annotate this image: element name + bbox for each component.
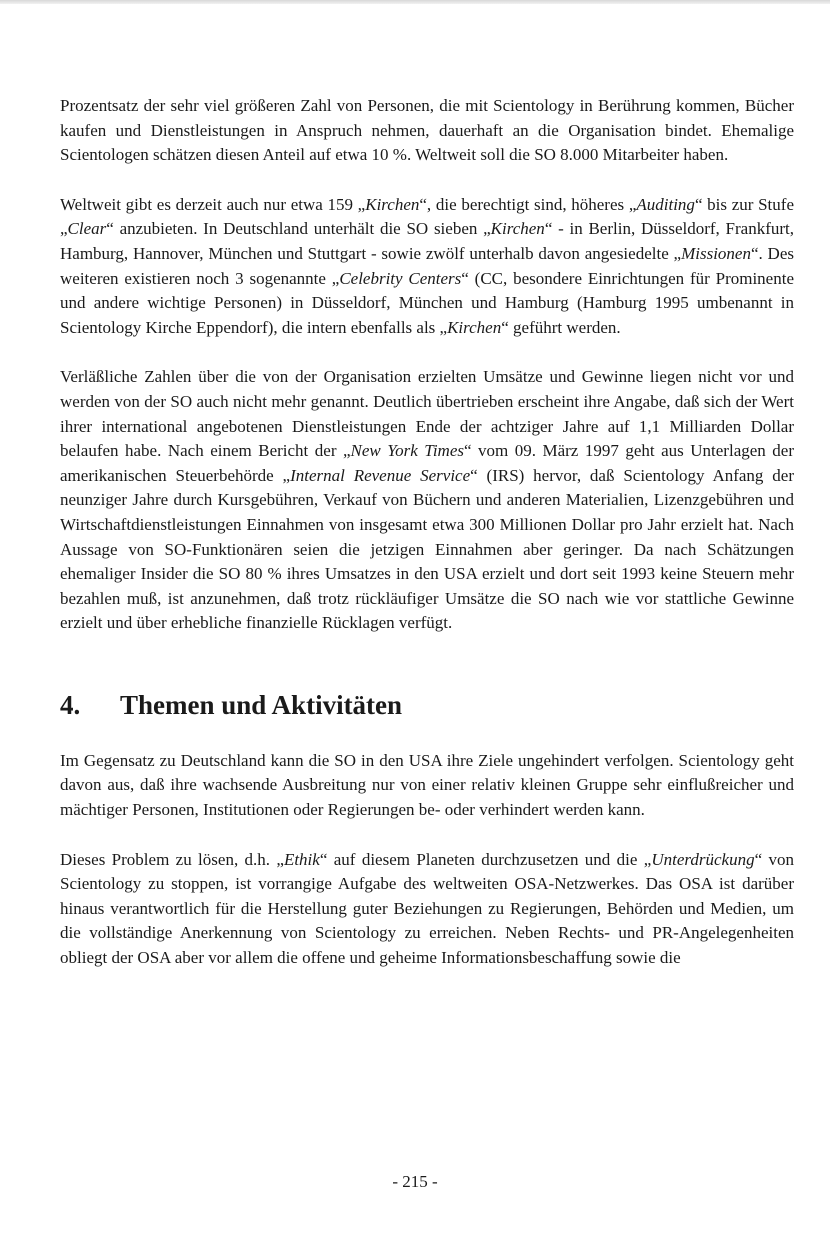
section-heading	[60, 689, 794, 721]
text-run: Im Gegensatz zu Deutschland kann die SO in den USA ihre Ziele ungehindert verfolgen. Scientology geht davon aus, daß ihre wachsende Ausbreitung nur von einer relativ kleinen Gruppe sehr einflußreicher und mächtiger Personen, Institutionen oder Regierungen be- oder verhindert werden kann.	[60, 750, 794, 820]
text-run: “ (CC, besondere Einrichtungen für Prominente und andere wichtige Personen) in Düsseldorf, München und Hamburg (Hamburg 1995 umbenannt in Scientology Kirche Eppendorf), die intern ebenfalls als „	[60, 268, 794, 337]
paragraph-4	[60, 749, 794, 823]
text-run: “ von Scientology zu stoppen, ist vorrangige Aufgabe des weltweiten OSA-Netzwerkes. Das OSA ist darüber hinaus verantwortlich für die Herstellung guter Beziehungen zu Regierungen, Behörden und Medien, um die vollständige Anerkennung von Scientology zu erreichen. Neben Rechts- und PR-Angelegenheiten obliegt der OSA aber vor allem die offene und geheime Informationsbeschaffung sowie die	[60, 849, 794, 968]
text-run: Verläßliche Zahlen über die von der Organisation erzielten Umsätze und Gewinne liegen nicht vor und werden von der SO auch nicht mehr genannt. Deutlich übertrieben erscheint ihre Angabe, daß sich der Wert ihrer international angebotenen Dienstleistungen Ende der achtziger Jahre auf 1,1 Milliarden Dollar belaufen habe. Nach einem Bericht der „	[60, 367, 794, 461]
text-run: “ bis zur Stufe „	[60, 194, 794, 239]
text-run: Weltweit gibt es derzeit auch nur etwa 159 „	[60, 194, 366, 214]
text-run: Prozentsatz der sehr viel größeren Zahl von Personen, die mit Scientology in Berührung kommen, Bücher kaufen und Dienstleistungen in Anspruch nehmen, dauerhaft an die Organisation bindet. Ehemalige Scientologen schätzen diesen Anteil auf etwa 10 %. Weltweit soll die SO 8.000 Mitarbeiter haben.	[60, 96, 794, 165]
italic-term: New York Times	[350, 441, 464, 461]
italic-term: Clear	[67, 219, 107, 239]
italic-term: Internal Revenue Service	[290, 465, 471, 485]
italic-term: Kirchen	[490, 219, 545, 239]
text-run: “ vom 09. März 1997 geht aus Unterlagen der amerikanischen Steuerbehörde „	[60, 441, 794, 485]
text-run: “. Des weiteren existieren noch 3 sogenannte „	[60, 243, 794, 288]
paragraph-2	[60, 193, 794, 341]
text-run: “ - in Berlin, Düsseldorf, Frankfurt, Hamburg, Hannover, München und Stuttgart - sowie zwölf unterhalb davon angesiedelte „	[60, 219, 794, 263]
paragraph-1	[60, 94, 794, 168]
text-run: “, die berechtigt sind, höheres „	[419, 194, 637, 214]
scan-top-edge	[0, 0, 830, 4]
paragraph-3	[60, 365, 794, 636]
italic-term: Celebrity Centers	[339, 268, 462, 288]
text-run: “ geführt werden.	[501, 317, 621, 337]
italic-term: Kirchen	[365, 194, 420, 214]
section-title: Themen und Aktivitäten	[120, 689, 403, 720]
italic-term: Auditing	[636, 194, 695, 214]
section-number: 4.	[60, 689, 81, 720]
italic-term: Ethik	[283, 849, 320, 869]
italic-term: Unterdrückung	[651, 849, 755, 869]
text-run: “ (IRS) hervor, daß Scientology Anfang der neunziger Jahre durch Kursgebühren, Verkauf von Büchern und anderen Materialien, Lizenzgebühren und Wirtschaftdienstleistungen Einnahmen von insgesamt etwa 300 Millionen Dollar pro Jahr erzielt hat. Nach Aussage von SO-Funktionären seien die jetzigen Einnahmen aber geringer. Da nach Schätzungen ehemaliger Insider die SO 80 % ihres Umsatzes in den USA erzielt und dort seit 1993 keine Steuern mehr bezahlen muß, ist anzunehmen, daß trotz rückläufiger Umsätze die SO nach wie vor stattliche Gewinne erzielt und über erhebliche finanzielle Rücklagen verfügt.	[60, 465, 794, 633]
italic-term: Missionen	[681, 243, 751, 263]
page-body	[60, 94, 794, 971]
paragraph-5	[60, 848, 794, 971]
text-run: “ anzubieten. In Deutschland unterhält die SO sieben „	[106, 219, 491, 239]
text-run: Dieses Problem zu lösen, d.h. „	[60, 849, 284, 869]
page-number: - 215 -	[392, 1172, 438, 1191]
text-run: “ auf diesem Planeten durchzusetzen und die „	[319, 849, 652, 869]
italic-term: Kirchen	[447, 317, 502, 337]
